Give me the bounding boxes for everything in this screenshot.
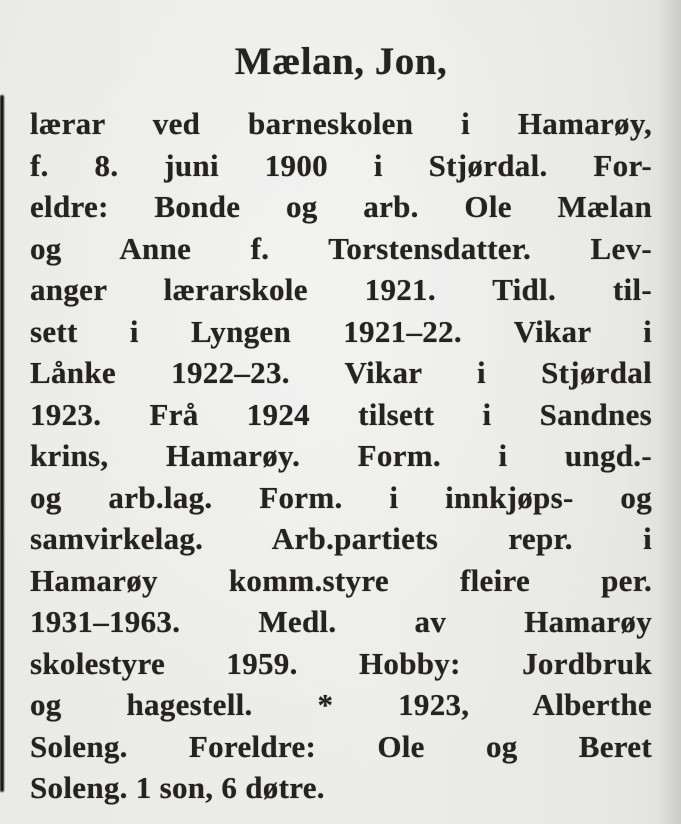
text-line: Soleng. 1 son, 6 døtre. xyxy=(30,770,325,805)
text-line: Soleng. Foreldre: Ole og Beret xyxy=(30,728,652,764)
text-line: f. 8. juni 1900 i Stjørdal. For- xyxy=(30,147,652,183)
biography-entry xyxy=(30,38,652,809)
entry-body xyxy=(30,103,652,809)
text-line: og arb.lag. Form. i innkjøps- og xyxy=(30,479,652,515)
text-line: anger lærarskole 1921. Tidl. til- xyxy=(30,272,652,307)
text-line: 1931–1963. Medl. av Hamarøy xyxy=(30,604,652,639)
text-line: Lånke 1922–23. Vikar i Stjørdal xyxy=(30,355,652,390)
text-line: og hagestell. * 1923, Alberthe xyxy=(30,687,652,722)
text-line: samvirkelag. Arb.partiets repr. i xyxy=(30,521,652,556)
text-line: eldre: Bonde og arb. Ole Mælan xyxy=(30,189,652,224)
scan-left-edge-artifact xyxy=(0,95,4,792)
entry-heading: Mælan, Jon, xyxy=(234,40,448,83)
scan-right-edge-shadow xyxy=(659,0,681,824)
text-line: skolestyre 1959. Hobby: Jordbruk xyxy=(30,645,652,681)
text-line: Hamarøy komm.styre fleire per. xyxy=(30,562,652,598)
text-line: sett i Lyngen 1921–22. Vikar i xyxy=(30,313,652,349)
text-line: og Anne f. Torstensdatter. Lev- xyxy=(30,230,652,266)
text-line: 1923. Frå 1924 tilsett i Sandnes xyxy=(30,396,652,432)
text-line: krins, Hamarøy. Form. i ungd.- xyxy=(30,438,652,473)
text-line: lærar ved barneskolen i Hamarøy, xyxy=(30,106,652,141)
